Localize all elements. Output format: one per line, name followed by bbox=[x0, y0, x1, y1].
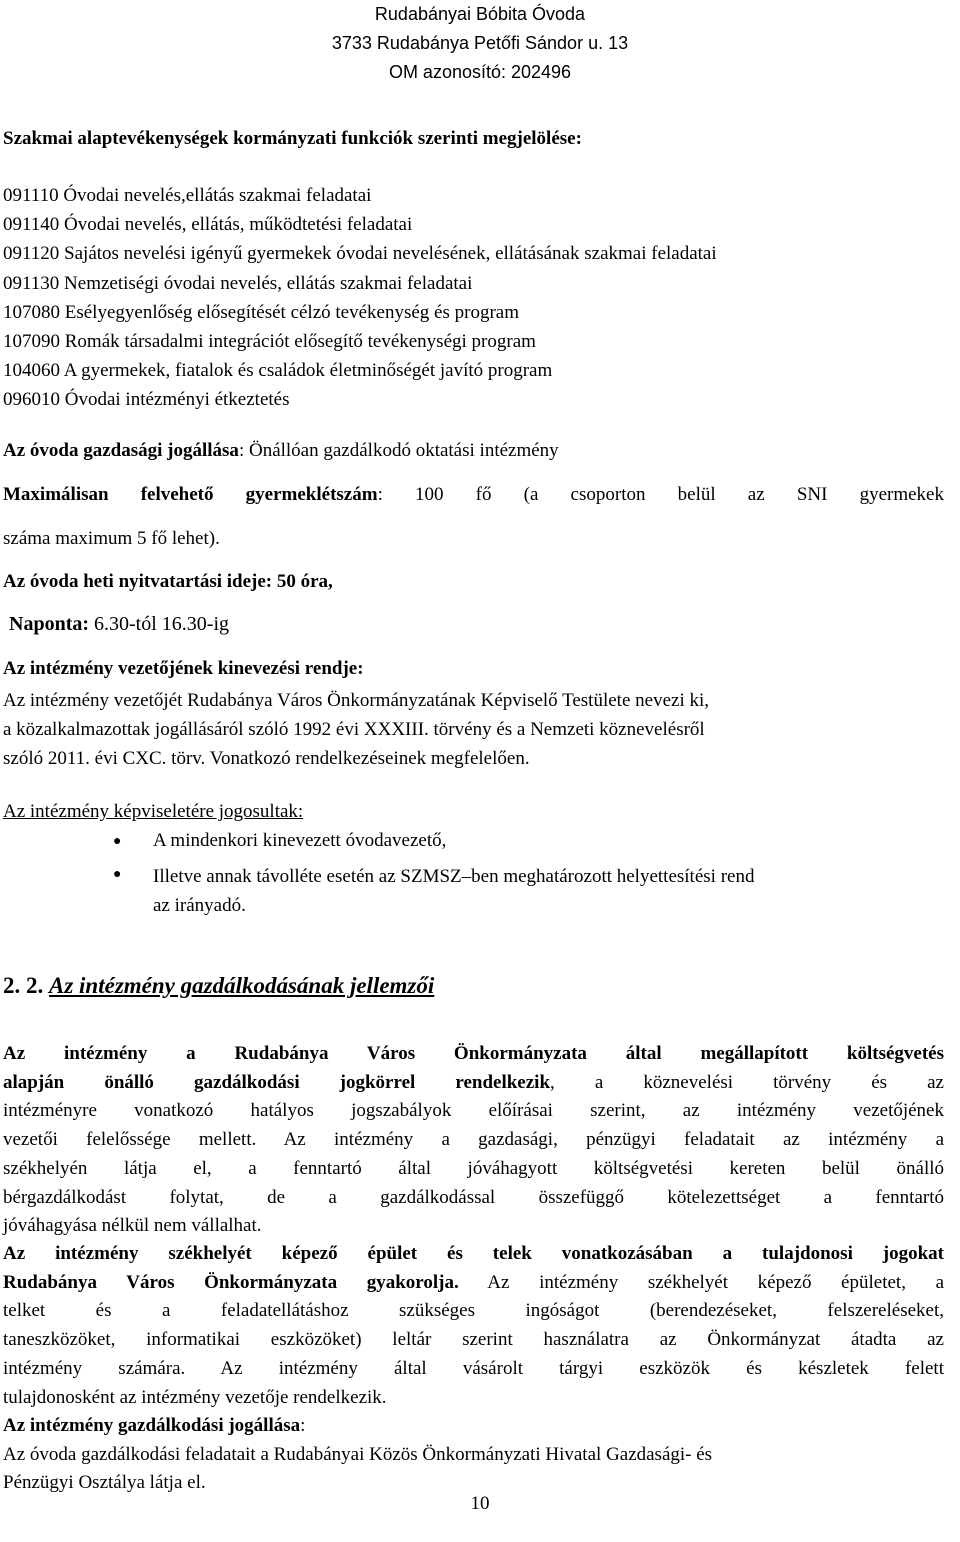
appointment-text: Az intézmény vezetőjét Rudabánya Város Önkormányzatának Képviselő Testülete nevezi ki, a közalkalmazottak jogállásáról szóló 1992 évi XXXIII. törvény és a Nemzeti köznevelésről szóló 2011. évi CXC. törv. Vonatkozó rendelkezéseinek megfelelően. bbox=[3, 690, 709, 769]
section-heading bbox=[3, 972, 944, 1001]
capacity-line2: száma maximum 5 fő lehet). bbox=[3, 528, 220, 549]
function-item: 091130 Nemzetiségi óvodai nevelés, ellátás szakmai feladatai bbox=[3, 272, 473, 294]
function-item: 091110 Óvodai nevelés,ellátás szakmai feladatai bbox=[3, 185, 372, 206]
daily-hours-value: 6.30-tól 16.30-ig bbox=[89, 613, 230, 635]
page-number: 10 bbox=[470, 1493, 490, 1514]
representation-item: A mindenkori kinevezett óvodavezető, bbox=[153, 830, 447, 851]
functions-list bbox=[3, 181, 944, 415]
capacity-line1 bbox=[3, 483, 944, 507]
header-om-id: OM azonosító: 202496 bbox=[388, 62, 572, 82]
functions-heading: Szakmai alaptevékenységek kormányzati funkciók szerinti megjelölése: bbox=[3, 128, 582, 149]
paragraph-property: Az intézmény székhelyét képező épület és telek vonatkozásában a tulajdonosi jogokat Rudabánya Város Önkormányzata gyakorolja. Az intézmény székhelyét képező épületet, a telket és a feladatellátáshoz szükséges ingóságot (berendezéseket, felszereléseket, taneszközöket, informatikai eszközöket) leltár szerint használatra az Önkormányzat átadta az intézmény számára. Az intézmény által vásárolt tárgyi eszközök és készletek felett tulajdonosként az intézmény vezetője rendelkezik. bbox=[3, 1243, 944, 1408]
function-item: 107080 Esélyegyenlőség elősegítését célzó tevékenység és program bbox=[3, 301, 519, 323]
daily-hours bbox=[9, 612, 950, 637]
function-item: 091120 Sajátos nevelési igényű gyermekek óvodai nevelésének, ellátásának szakmai feladatai bbox=[3, 243, 717, 265]
function-item: 091140 Óvodai nevelés, ellátás, működtetési feladatai bbox=[3, 214, 413, 236]
document-header bbox=[0, 0, 960, 87]
management-heading: Az intézmény gazdálkodási jogállása bbox=[3, 1415, 301, 1436]
bullet-icon: ● bbox=[113, 867, 122, 882]
section-title: Az intézmény gazdálkodásának jellemzői bbox=[49, 973, 435, 998]
representation-heading: Az intézmény képviseletére jogosultak: bbox=[3, 801, 304, 822]
legal-status bbox=[3, 439, 944, 463]
capacity-label: Maximálisan felvehető gyermeklétszám bbox=[3, 484, 378, 505]
representation-item: Illetve annak távolléte esetén az SZMSZ–ben meghatározott helyettesítési rend az irányadó. bbox=[153, 866, 755, 916]
legal-status-value: : Önállóan gazdálkodó oktatási intézmény bbox=[238, 440, 559, 461]
bullet-icon: ● bbox=[113, 834, 122, 849]
function-item: 107090 Romák társadalmi integrációt elősegítő tevékenységi program bbox=[3, 331, 536, 353]
daily-hours-label: Naponta: bbox=[9, 613, 90, 635]
function-item: 096010 Óvodai intézményi étkeztetés bbox=[3, 389, 290, 411]
weekly-hours: Az óvoda heti nyitvatartási ideje: 50 óra, bbox=[3, 571, 333, 592]
paragraph-management: Az intézmény gazdálkodási jogállása: Az óvoda gazdálkodási feladatait a Rudabányai Közös Önkormányzati Hivatal Gazdasági- és Pénzügyi Osztálya látja el. bbox=[3, 1415, 713, 1494]
legal-status-label: Az óvoda gazdasági jogállása bbox=[3, 440, 239, 461]
capacity-value: : 100 fő (a csoporton belül az SNI gyermekek bbox=[377, 484, 944, 505]
appointment-heading: Az intézmény vezetőjének kinevezési rendje: bbox=[3, 658, 364, 679]
section-number: 2. 2. bbox=[3, 973, 44, 998]
header-institution-name: Rudabányai Bóbita Óvoda bbox=[374, 4, 586, 24]
function-item: 104060 A gyermekek, fiatalok és családok életminőségét javító program bbox=[3, 360, 553, 382]
paragraph-economy: Az intézmény a Rudabánya Város Önkormányzata által megállapított költségvetés alapján önálló gazdálkodási jogkörrel rendelkezik, a köznevelési törvény és az intézményre vonatkozó hatályos jogszabályok előírásai szerint, az intézmény vezetőjének vezetői felelőssége mellett. Az intézmény a gazdasági, pénzügyi feladatait az intézmény a székhelyén látja el, a fenntartó által jóváhagyott költségvetési kereten belül önálló bérgazdálkodást folytat, de a gazdálkodással összefüggő kötelezettséget a fenntartó jóváhagyása nélkül nem vállalhat. bbox=[3, 1043, 944, 1237]
header-address: 3733 Rudabánya Petőfi Sándor u. 13 bbox=[331, 33, 629, 53]
